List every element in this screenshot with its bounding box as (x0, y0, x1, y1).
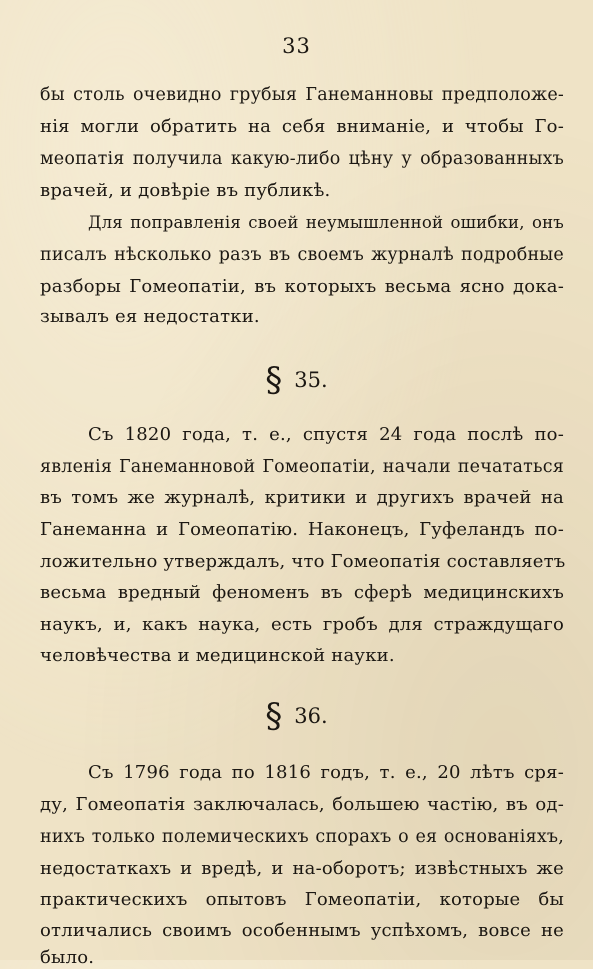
page-number: 33 (282, 34, 311, 58)
section-number: 36. (294, 704, 328, 728)
text-line: Съ 1820 года, т. е., спустя 24 года послѣ по- (88, 424, 564, 445)
text-line: писалъ нѣсколько разъ въ своемъ журналѣ подробные (40, 245, 564, 265)
text-line: явленія Ганеманновой Гомеопатіи, начали печататься (40, 457, 564, 477)
section-symbol: § (265, 696, 283, 736)
section-heading-35 (0, 360, 593, 400)
text-line: отличались своимъ особеннымъ успѣхомъ, вовсе не (40, 920, 564, 941)
text-line: въ томъ же журналѣ, критики и другихъ врачей на (40, 487, 564, 508)
section-symbol: § (265, 360, 283, 400)
text-line: Для поправленія своей неумышленной ошибки, онъ (88, 213, 564, 232)
text-line: бы столь очевидно грубыя Ганеманновы предположе- (40, 85, 564, 105)
text-line: нія могли обратить на себя вниманіе, и чтобы Го- (40, 116, 564, 137)
text-line: было. (40, 947, 95, 968)
text-line: меопатія получила какую-либо цѣну у образованныхъ (40, 149, 564, 169)
text-line: весьма вредный феноменъ въ сферѣ медицинскихъ (40, 582, 564, 603)
text-line: практическихъ опытовъ Гомеопатіи, которые бы (40, 889, 564, 910)
text-line: ложительно утверждалъ, что Гомеопатія составляетъ (40, 551, 566, 572)
text-line: врачей, и довѣріе въ публикѣ. (40, 180, 331, 201)
text-line: нихъ только полемическихъ спорахъ о ея основаніяхъ, (40, 827, 564, 847)
section-number: 35. (294, 368, 328, 392)
text-line: разборы Гомеопатіи, въ которыхъ весьма ясно дока- (40, 276, 564, 297)
section-heading-36 (0, 696, 593, 736)
text-line: зывалъ ея недостатки. (40, 306, 260, 327)
text-line: человѣчества и медицинской науки. (40, 645, 395, 666)
text-line: наукъ, и, какъ наука, есть гробъ для страждущаго (40, 614, 564, 635)
text-line: ду, Гомеопатія заключалась, большею частію, въ од- (40, 794, 564, 815)
text-line: недостаткахъ и вредѣ, и на-оборотъ; извѣстныхъ же (40, 858, 564, 879)
text-line: Ганеманна и Гомеопатію. Наконецъ, Гуфеландъ по- (40, 519, 564, 540)
text-line: Съ 1796 года по 1816 годъ, т. е., 20 лѣтъ сря- (88, 762, 564, 783)
